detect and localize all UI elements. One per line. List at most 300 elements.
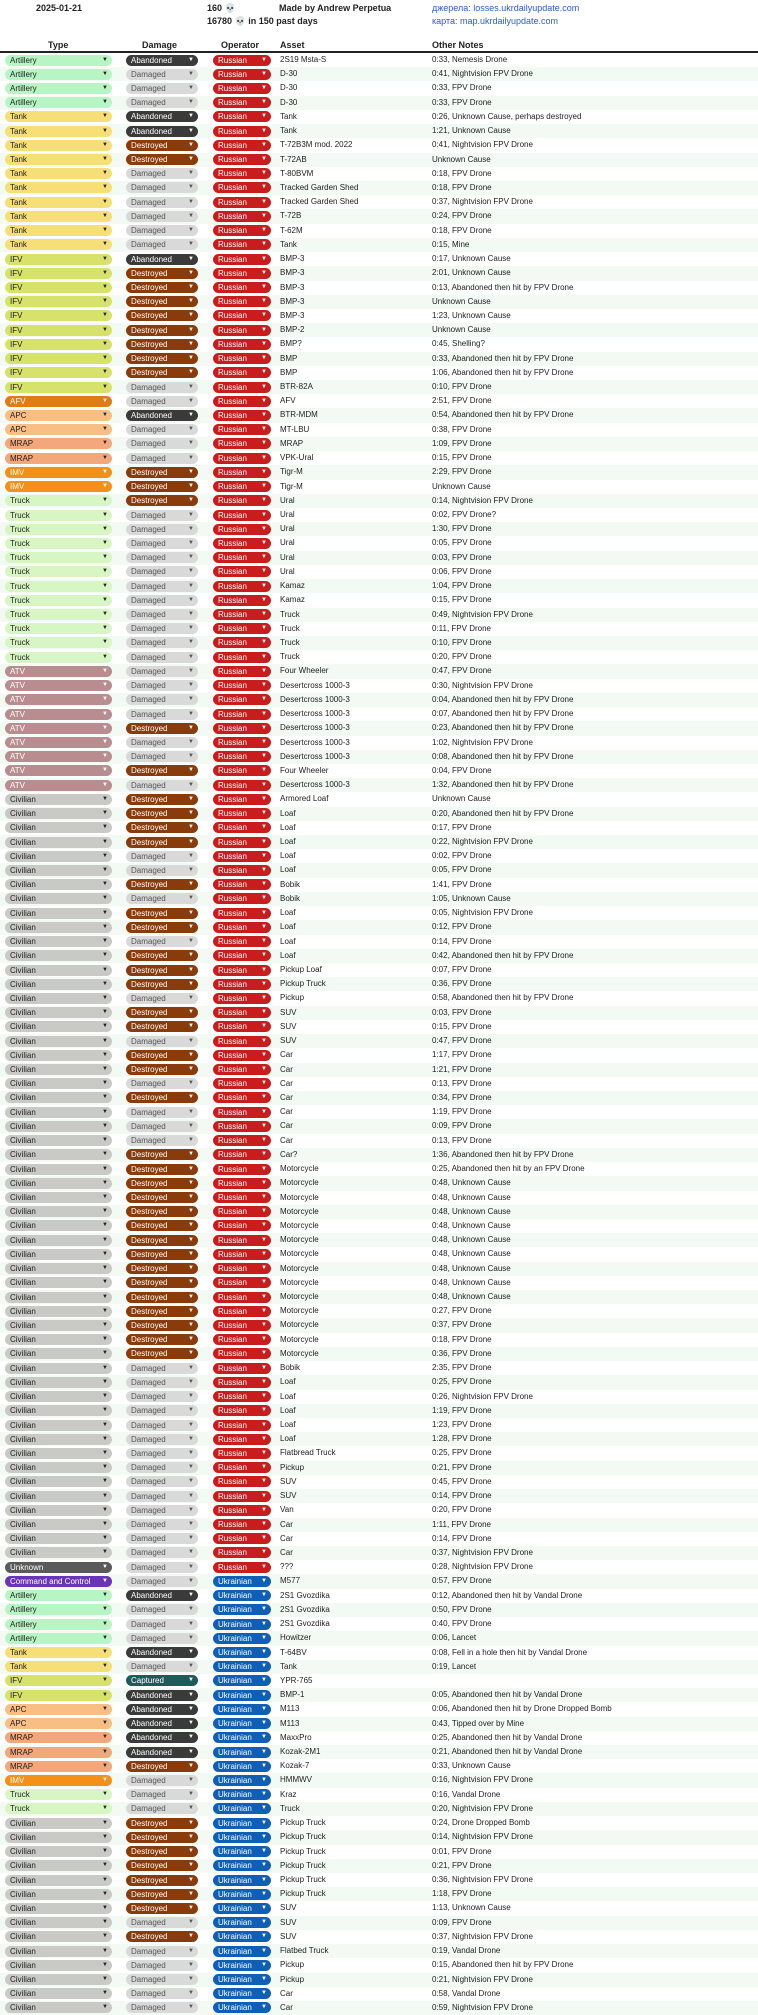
damage-select[interactable] — [126, 1462, 198, 1473]
operator-select[interactable] — [213, 680, 271, 691]
type-select[interactable] — [5, 2002, 112, 2013]
damage-select[interactable] — [126, 837, 198, 848]
damage-select[interactable] — [126, 751, 198, 762]
damage-select[interactable] — [126, 182, 198, 193]
damage-select[interactable] — [126, 1903, 198, 1914]
damage-select[interactable] — [126, 1747, 198, 1758]
operator-select[interactable] — [213, 1476, 271, 1487]
operator-select[interactable] — [213, 55, 271, 66]
operator-select[interactable] — [213, 1917, 271, 1928]
type-select[interactable] — [5, 965, 112, 976]
operator-select[interactable] — [213, 211, 271, 222]
type-select[interactable] — [5, 1149, 112, 1160]
operator-select[interactable] — [213, 296, 271, 307]
operator-select[interactable] — [213, 1661, 271, 1672]
damage-select[interactable] — [126, 1675, 198, 1686]
type-select[interactable] — [5, 538, 112, 549]
damage-select[interactable] — [126, 140, 198, 151]
damage-select[interactable] — [126, 310, 198, 321]
damage-select[interactable] — [126, 609, 198, 620]
type-select[interactable] — [5, 325, 112, 336]
type-select[interactable] — [5, 1476, 112, 1487]
operator-select[interactable] — [213, 282, 271, 293]
damage-select[interactable] — [126, 1690, 198, 1701]
damage-select[interactable] — [126, 652, 198, 663]
type-select[interactable] — [5, 69, 112, 80]
type-select[interactable] — [5, 1206, 112, 1217]
damage-select[interactable] — [126, 111, 198, 122]
type-select[interactable] — [5, 453, 112, 464]
operator-select[interactable] — [213, 623, 271, 634]
operator-select[interactable] — [213, 936, 271, 947]
operator-select[interactable] — [213, 254, 271, 265]
operator-select[interactable] — [213, 709, 271, 720]
operator-select[interactable] — [213, 609, 271, 620]
operator-select[interactable] — [213, 1974, 271, 1985]
type-select[interactable] — [5, 1647, 112, 1658]
operator-select[interactable] — [213, 83, 271, 94]
damage-select[interactable] — [126, 1803, 198, 1814]
operator-select[interactable] — [213, 495, 271, 506]
operator-select[interactable] — [213, 581, 271, 592]
type-select[interactable] — [5, 1306, 112, 1317]
operator-select[interactable] — [213, 765, 271, 776]
type-select[interactable] — [5, 382, 112, 393]
operator-select[interactable] — [213, 979, 271, 990]
type-select[interactable] — [5, 595, 112, 606]
operator-select[interactable] — [213, 382, 271, 393]
damage-select[interactable] — [126, 865, 198, 876]
operator-select[interactable] — [213, 1405, 271, 1416]
damage-select[interactable] — [126, 879, 198, 890]
operator-select[interactable] — [213, 965, 271, 976]
type-select[interactable] — [5, 239, 112, 250]
damage-select[interactable] — [126, 1931, 198, 1942]
damage-select[interactable] — [126, 254, 198, 265]
damage-select[interactable] — [126, 566, 198, 577]
operator-select[interactable] — [213, 1121, 271, 1132]
damage-select[interactable] — [126, 1974, 198, 1985]
damage-select[interactable] — [126, 296, 198, 307]
damage-select[interactable] — [126, 282, 198, 293]
operator-select[interactable] — [213, 239, 271, 250]
type-select[interactable] — [5, 1846, 112, 1857]
operator-select[interactable] — [213, 111, 271, 122]
type-select[interactable] — [5, 936, 112, 947]
operator-select[interactable] — [213, 1206, 271, 1217]
damage-select[interactable] — [126, 1917, 198, 1928]
operator-select[interactable] — [213, 1946, 271, 1957]
type-select[interactable] — [5, 552, 112, 563]
damage-select[interactable] — [126, 1633, 198, 1644]
damage-select[interactable] — [126, 950, 198, 961]
damage-select[interactable] — [126, 1164, 198, 1175]
damage-select[interactable] — [126, 1718, 198, 1729]
damage-select[interactable] — [126, 1220, 198, 1231]
damage-select[interactable] — [126, 1064, 198, 1075]
damage-select[interactable] — [126, 1761, 198, 1772]
type-select[interactable] — [5, 1178, 112, 1189]
operator-select[interactable] — [213, 1107, 271, 1118]
operator-select[interactable] — [213, 353, 271, 364]
type-select[interactable] — [5, 1334, 112, 1345]
damage-select[interactable] — [126, 197, 198, 208]
damage-select[interactable] — [126, 993, 198, 1004]
type-select[interactable] — [5, 126, 112, 137]
type-select[interactable] — [5, 1235, 112, 1246]
operator-select[interactable] — [213, 1889, 271, 1900]
damage-select[interactable] — [126, 1235, 198, 1246]
type-select[interactable] — [5, 1718, 112, 1729]
damage-select[interactable] — [126, 424, 198, 435]
operator-select[interactable] — [213, 1249, 271, 1260]
type-select[interactable] — [5, 879, 112, 890]
type-select[interactable] — [5, 1974, 112, 1985]
operator-select[interactable] — [213, 1789, 271, 1800]
damage-select[interactable] — [126, 1149, 198, 1160]
operator-select[interactable] — [213, 1633, 271, 1644]
type-select[interactable] — [5, 1519, 112, 1530]
source-losses-link[interactable]: джерела: losses.ukrdailyupdate.com — [432, 3, 580, 13]
source-map-link[interactable]: карта: map.ukrdailyupdate.com — [432, 16, 559, 26]
operator-select[interactable] — [213, 310, 271, 321]
type-select[interactable] — [5, 566, 112, 577]
operator-select[interactable] — [213, 1164, 271, 1175]
damage-select[interactable] — [126, 1007, 198, 1018]
type-select[interactable] — [5, 524, 112, 535]
operator-select[interactable] — [213, 1818, 271, 1829]
damage-select[interactable] — [126, 1135, 198, 1146]
operator-select[interactable] — [213, 1192, 271, 1203]
operator-select[interactable] — [213, 1931, 271, 1942]
damage-select[interactable] — [126, 723, 198, 734]
damage-select[interactable] — [126, 623, 198, 634]
type-select[interactable] — [5, 723, 112, 734]
damage-select[interactable] — [126, 55, 198, 66]
operator-select[interactable] — [213, 1007, 271, 1018]
type-select[interactable] — [5, 993, 112, 1004]
operator-select[interactable] — [213, 1363, 271, 1374]
operator-select[interactable] — [213, 851, 271, 862]
operator-select[interactable] — [213, 1675, 271, 1686]
type-select[interactable] — [5, 1590, 112, 1601]
damage-select[interactable] — [126, 325, 198, 336]
type-select[interactable] — [5, 510, 112, 521]
type-select[interactable] — [5, 1690, 112, 1701]
damage-select[interactable] — [126, 367, 198, 378]
damage-select[interactable] — [126, 1348, 198, 1359]
type-select[interactable] — [5, 1320, 112, 1331]
type-select[interactable] — [5, 765, 112, 776]
damage-select[interactable] — [126, 1860, 198, 1871]
damage-select[interactable] — [126, 1647, 198, 1658]
operator-select[interactable] — [213, 1277, 271, 1288]
type-select[interactable] — [5, 865, 112, 876]
operator-select[interactable] — [213, 367, 271, 378]
damage-select[interactable] — [126, 1889, 198, 1900]
type-select[interactable] — [5, 1462, 112, 1473]
operator-select[interactable] — [213, 837, 271, 848]
type-select[interactable] — [5, 140, 112, 151]
damage-select[interactable] — [126, 382, 198, 393]
operator-select[interactable] — [213, 154, 271, 165]
type-select[interactable] — [5, 1633, 112, 1644]
damage-select[interactable] — [126, 1092, 198, 1103]
operator-select[interactable] — [213, 1235, 271, 1246]
damage-select[interactable] — [126, 1192, 198, 1203]
type-select[interactable] — [5, 709, 112, 720]
operator-select[interactable] — [213, 1391, 271, 1402]
operator-select[interactable] — [213, 1178, 271, 1189]
type-select[interactable] — [5, 979, 112, 990]
operator-select[interactable] — [213, 1988, 271, 1999]
type-select[interactable] — [5, 268, 112, 279]
damage-select[interactable] — [126, 908, 198, 919]
type-select[interactable] — [5, 438, 112, 449]
type-select[interactable] — [5, 481, 112, 492]
operator-select[interactable] — [213, 1860, 271, 1871]
damage-select[interactable] — [126, 709, 198, 720]
operator-select[interactable] — [213, 1292, 271, 1303]
operator-select[interactable] — [213, 1491, 271, 1502]
type-select[interactable] — [5, 1220, 112, 1231]
operator-select[interactable] — [213, 780, 271, 791]
operator-select[interactable] — [213, 879, 271, 890]
damage-select[interactable] — [126, 211, 198, 222]
type-select[interactable] — [5, 1960, 112, 1971]
type-select[interactable] — [5, 623, 112, 634]
damage-select[interactable] — [126, 69, 198, 80]
damage-select[interactable] — [126, 822, 198, 833]
type-select[interactable] — [5, 1363, 112, 1374]
damage-select[interactable] — [126, 965, 198, 976]
type-select[interactable] — [5, 1946, 112, 1957]
type-select[interactable] — [5, 1249, 112, 1260]
damage-select[interactable] — [126, 1420, 198, 1431]
damage-select[interactable] — [126, 936, 198, 947]
damage-select[interactable] — [126, 1562, 198, 1573]
type-select[interactable] — [5, 1064, 112, 1075]
damage-select[interactable] — [126, 1704, 198, 1715]
type-select[interactable] — [5, 950, 112, 961]
damage-select[interactable] — [126, 581, 198, 592]
operator-select[interactable] — [213, 950, 271, 961]
operator-select[interactable] — [213, 1604, 271, 1615]
operator-select[interactable] — [213, 1747, 271, 1758]
damage-select[interactable] — [126, 1732, 198, 1743]
operator-select[interactable] — [213, 1832, 271, 1843]
operator-select[interactable] — [213, 908, 271, 919]
type-select[interactable] — [5, 1420, 112, 1431]
damage-select[interactable] — [126, 1789, 198, 1800]
operator-select[interactable] — [213, 1533, 271, 1544]
operator-select[interactable] — [213, 1021, 271, 1032]
type-select[interactable] — [5, 680, 112, 691]
operator-select[interactable] — [213, 1803, 271, 1814]
operator-select[interactable] — [213, 1718, 271, 1729]
damage-select[interactable] — [126, 126, 198, 137]
type-select[interactable] — [5, 1121, 112, 1132]
operator-select[interactable] — [213, 182, 271, 193]
type-select[interactable] — [5, 55, 112, 66]
type-select[interactable] — [5, 837, 112, 848]
type-select[interactable] — [5, 182, 112, 193]
type-select[interactable] — [5, 1135, 112, 1146]
type-select[interactable] — [5, 410, 112, 421]
damage-select[interactable] — [126, 637, 198, 648]
damage-select[interactable] — [126, 694, 198, 705]
type-select[interactable] — [5, 1889, 112, 1900]
type-select[interactable] — [5, 822, 112, 833]
type-select[interactable] — [5, 1576, 112, 1587]
damage-select[interactable] — [126, 1533, 198, 1544]
damage-select[interactable] — [126, 765, 198, 776]
type-select[interactable] — [5, 1277, 112, 1288]
damage-select[interactable] — [126, 1249, 198, 1260]
operator-select[interactable] — [213, 1050, 271, 1061]
damage-select[interactable] — [126, 524, 198, 535]
damage-select[interactable] — [126, 680, 198, 691]
operator-select[interactable] — [213, 1135, 271, 1146]
operator-select[interactable] — [213, 1462, 271, 1473]
operator-select[interactable] — [213, 1306, 271, 1317]
type-select[interactable] — [5, 1832, 112, 1843]
damage-select[interactable] — [126, 353, 198, 364]
type-select[interactable] — [5, 1448, 112, 1459]
type-select[interactable] — [5, 467, 112, 478]
damage-select[interactable] — [126, 510, 198, 521]
damage-select[interactable] — [126, 780, 198, 791]
type-select[interactable] — [5, 1050, 112, 1061]
type-select[interactable] — [5, 1803, 112, 1814]
operator-select[interactable] — [213, 1348, 271, 1359]
type-select[interactable] — [5, 1704, 112, 1715]
type-select[interactable] — [5, 310, 112, 321]
operator-select[interactable] — [213, 993, 271, 1004]
damage-select[interactable] — [126, 97, 198, 108]
type-select[interactable] — [5, 1021, 112, 1032]
type-select[interactable] — [5, 751, 112, 762]
operator-select[interactable] — [213, 694, 271, 705]
damage-select[interactable] — [126, 1050, 198, 1061]
operator-select[interactable] — [213, 1562, 271, 1573]
operator-select[interactable] — [213, 538, 271, 549]
operator-select[interactable] — [213, 69, 271, 80]
damage-select[interactable] — [126, 2002, 198, 2013]
operator-select[interactable] — [213, 467, 271, 478]
damage-select[interactable] — [126, 1363, 198, 1374]
type-select[interactable] — [5, 737, 112, 748]
operator-select[interactable] — [213, 1775, 271, 1786]
damage-select[interactable] — [126, 1832, 198, 1843]
damage-select[interactable] — [126, 794, 198, 805]
damage-select[interactable] — [126, 1988, 198, 1999]
damage-select[interactable] — [126, 1960, 198, 1971]
type-select[interactable] — [5, 1619, 112, 1630]
damage-select[interactable] — [126, 168, 198, 179]
operator-select[interactable] — [213, 453, 271, 464]
damage-select[interactable] — [126, 737, 198, 748]
operator-select[interactable] — [213, 1505, 271, 1516]
type-select[interactable] — [5, 83, 112, 94]
damage-select[interactable] — [126, 268, 198, 279]
damage-select[interactable] — [126, 1491, 198, 1502]
operator-select[interactable] — [213, 808, 271, 819]
operator-select[interactable] — [213, 438, 271, 449]
type-select[interactable] — [5, 1164, 112, 1175]
type-select[interactable] — [5, 1007, 112, 1018]
operator-select[interactable] — [213, 325, 271, 336]
damage-select[interactable] — [126, 1946, 198, 1957]
damage-select[interactable] — [126, 1334, 198, 1345]
damage-select[interactable] — [126, 410, 198, 421]
damage-select[interactable] — [126, 808, 198, 819]
type-select[interactable] — [5, 1036, 112, 1047]
type-select[interactable] — [5, 154, 112, 165]
type-select[interactable] — [5, 1377, 112, 1388]
operator-select[interactable] — [213, 97, 271, 108]
operator-select[interactable] — [213, 1576, 271, 1587]
type-select[interactable] — [5, 254, 112, 265]
operator-select[interactable] — [213, 652, 271, 663]
operator-select[interactable] — [213, 168, 271, 179]
operator-select[interactable] — [213, 1590, 271, 1601]
type-select[interactable] — [5, 211, 112, 222]
operator-select[interactable] — [213, 2002, 271, 2013]
operator-select[interactable] — [213, 865, 271, 876]
type-select[interactable] — [5, 1491, 112, 1502]
damage-select[interactable] — [126, 979, 198, 990]
type-select[interactable] — [5, 652, 112, 663]
operator-select[interactable] — [213, 1519, 271, 1530]
damage-select[interactable] — [126, 339, 198, 350]
damage-select[interactable] — [126, 481, 198, 492]
damage-select[interactable] — [126, 1036, 198, 1047]
type-select[interactable] — [5, 1348, 112, 1359]
type-select[interactable] — [5, 111, 112, 122]
type-select[interactable] — [5, 1818, 112, 1829]
type-select[interactable] — [5, 1747, 112, 1758]
operator-select[interactable] — [213, 552, 271, 563]
type-select[interactable] — [5, 197, 112, 208]
type-select[interactable] — [5, 1562, 112, 1573]
operator-select[interactable] — [213, 524, 271, 535]
operator-select[interactable] — [213, 666, 271, 677]
operator-select[interactable] — [213, 1875, 271, 1886]
type-select[interactable] — [5, 396, 112, 407]
damage-select[interactable] — [126, 552, 198, 563]
type-select[interactable] — [5, 794, 112, 805]
type-select[interactable] — [5, 1860, 112, 1871]
damage-select[interactable] — [126, 1206, 198, 1217]
type-select[interactable] — [5, 637, 112, 648]
type-select[interactable] — [5, 1391, 112, 1402]
type-select[interactable] — [5, 1263, 112, 1274]
damage-select[interactable] — [126, 1377, 198, 1388]
damage-select[interactable] — [126, 1846, 198, 1857]
type-select[interactable] — [5, 97, 112, 108]
damage-select[interactable] — [126, 1405, 198, 1416]
damage-select[interactable] — [126, 893, 198, 904]
operator-select[interactable] — [213, 751, 271, 762]
type-select[interactable] — [5, 666, 112, 677]
operator-select[interactable] — [213, 1092, 271, 1103]
damage-select[interactable] — [126, 438, 198, 449]
operator-select[interactable] — [213, 1547, 271, 1558]
operator-select[interactable] — [213, 140, 271, 151]
type-select[interactable] — [5, 1107, 112, 1118]
type-select[interactable] — [5, 922, 112, 933]
